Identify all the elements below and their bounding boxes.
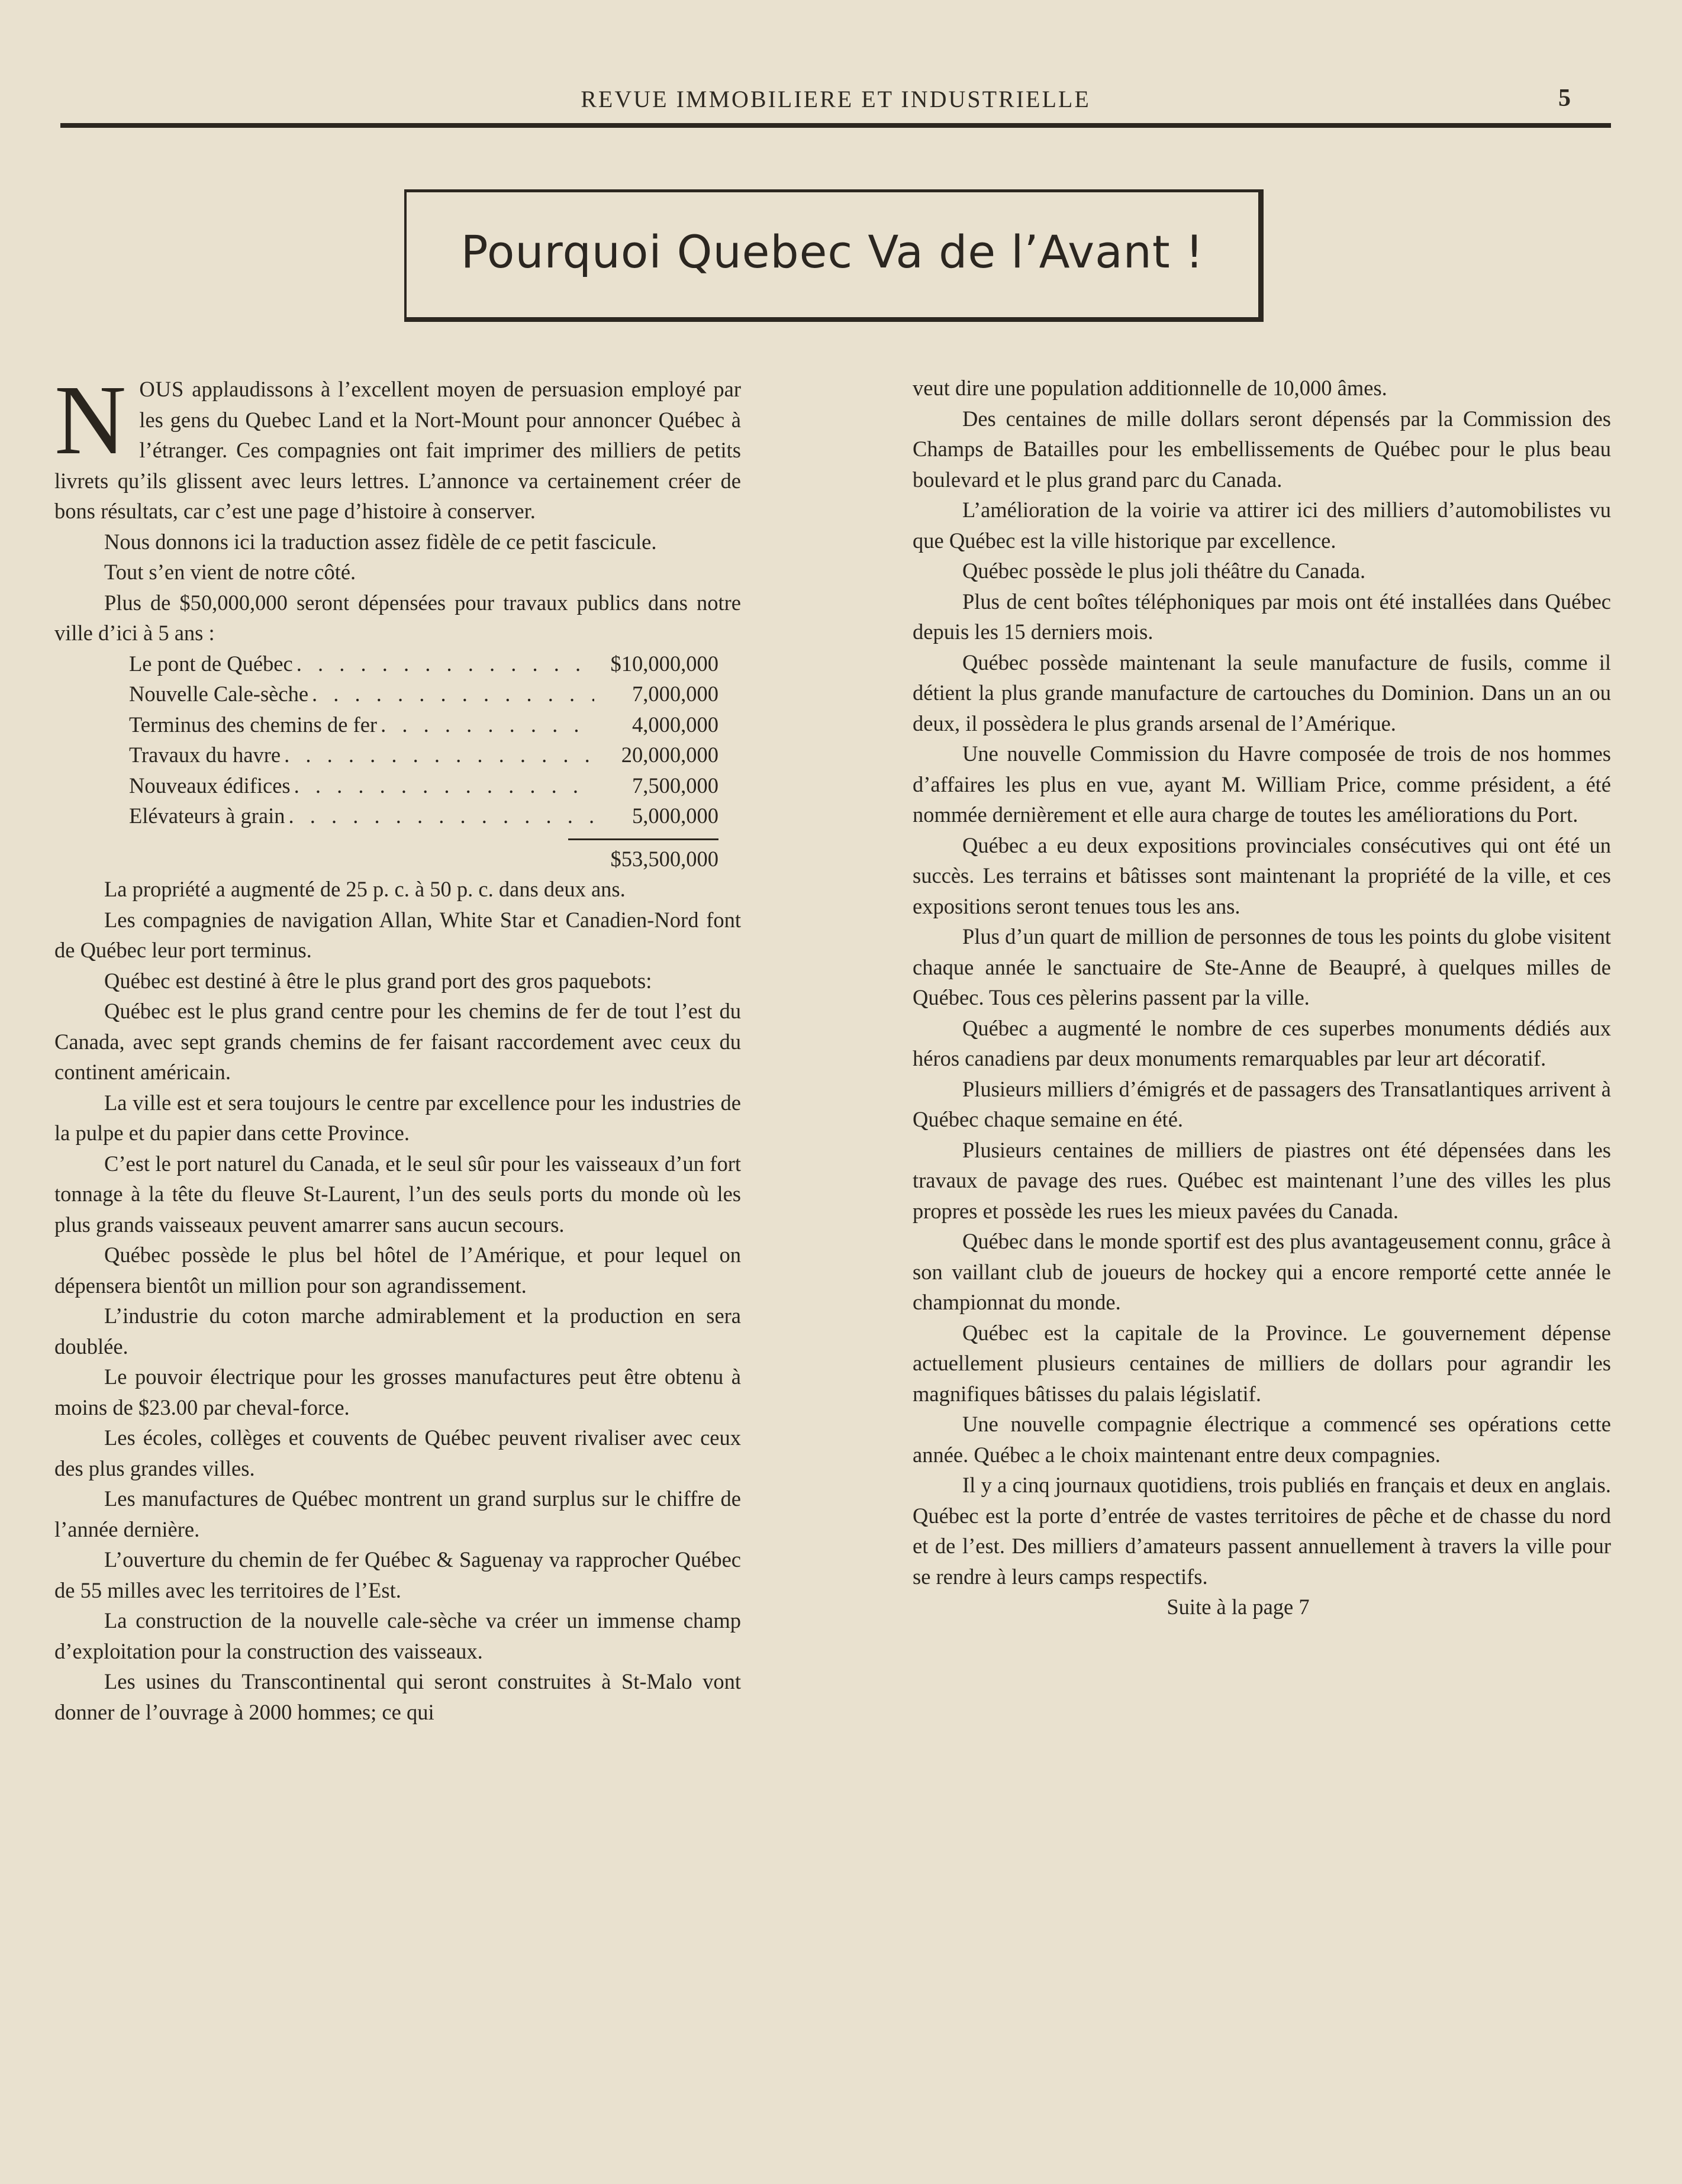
public-works-list <box>54 649 718 831</box>
paragraph: Le pouvoir électrique pour les grosses manufactures peut être obtenu à moins de $23.00 par cheval-force. <box>54 1364 741 1420</box>
paragraph: L’industrie du coton marche admirablement et la production en sera doublée. <box>54 1304 741 1359</box>
paragraph: Les écoles, collèges et couvents de Québec peuvent rivaliser avec ceux des plus grandes villes. <box>54 1425 741 1480</box>
paragraph: C’est le port naturel du Canada, et le seul sûr pour les vaisseaux d’un fort tonnage à la tête du fleuve St-Laurent, l’un des seuls ports du monde où les plus grands vaisseaux peuvent amarrer sans aucun secours. <box>54 1151 741 1237</box>
lead-paragraph <box>54 365 741 527</box>
public-works-row <box>129 801 718 831</box>
paragraph: Québec est la capitale de la Province. Le gouvernement dépense actuellement plusieurs centaines de milliers de dollars pour agrandir les magnifiques bâtisses du palais législatif. <box>913 1320 1611 1406</box>
continued-on-page-note: Suite à la page 7 <box>1167 1595 1310 1619</box>
works-amount: 7,500,000 <box>632 773 718 798</box>
works-name: Elévateurs à grain <box>129 804 285 828</box>
works-amount: 5,000,000 <box>632 804 718 828</box>
works-amount: 7,000,000 <box>632 682 718 706</box>
leader-dots <box>281 740 594 770</box>
continued-paragraph: veut dire une population additionnelle de 10,000 âmes. <box>913 376 1387 400</box>
paragraph: L’amélioration de la voirie va attirer ici des milliers d’automobilistes vu que Québec est la ville historique par excellence. <box>913 498 1611 553</box>
paragraph: Une nouvelle Commission du Havre composée de trois de nos hommes d’affaires les plus en vue, ayant M. William Price, comme président, a été nommée dernièrement et elle aura charge de toutes les améliorations du Port. <box>913 741 1611 827</box>
works-amount: 4,000,000 <box>632 712 718 737</box>
paragraph: Québec est destiné à être le plus grand port des gros paquebots: <box>104 968 652 993</box>
running-header <box>60 82 1611 124</box>
paragraph: Québec possède maintenant la seule manufacture de fusils, comme il détient la plus grande manufacture de cartouches du Dominion. Dans un an ou deux, il possèdera le plus grands arsenal de l’Amérique. <box>913 650 1611 735</box>
public-works-row <box>129 770 718 801</box>
leader-dots <box>285 801 594 831</box>
right-column <box>913 373 1611 1622</box>
header-rule <box>60 123 1611 128</box>
paragraph: Québec possède le plus bel hôtel de l’Amérique, et pour lequel on dépensera bientôt un million pour son agrandissement. <box>54 1243 741 1298</box>
public-works-row <box>129 709 718 740</box>
paragraph: Québec dans le monde sportif est des plus avantageusement connu, grâce à son vaillant club de joueurs de hockey qui a encore remporté cette année le championnat du monde. <box>913 1229 1611 1314</box>
paragraph: Nous donnons ici la traduction assez fidèle de ce petit fascicule. <box>104 529 657 554</box>
paragraph: Québec a augmenté le nombre de ces superbes monuments dédiés aux héros canadiens par deux monuments remarquables par leur art décoratif. <box>913 1015 1611 1070</box>
works-amount: 20,000,000 <box>621 743 718 767</box>
paragraph: La ville est et sera toujours le centre par excellence pour les industries de la pulpe et du papier dans cette Province. <box>54 1090 741 1145</box>
article-title: Pourquoi Quebec Va de l’Avant ! <box>460 225 1204 278</box>
paragraph: Une nouvelle compagnie électrique a commencé ses opérations cette année. Québec a le choix maintenant entre deux compagnies. <box>913 1412 1611 1467</box>
paragraph: Tout s’en vient de notre côté. <box>104 560 356 584</box>
public-works-row <box>129 679 718 709</box>
paragraph: Plus de cent boîtes téléphoniques par mois ont été installées dans Québec depuis les 15 derniers mois. <box>913 589 1611 644</box>
works-name: Travaux du havre <box>129 743 281 767</box>
page-number: 5 <box>1558 85 1571 112</box>
drop-cap: N <box>54 365 127 475</box>
paragraph: Plus d’un quart de million de personnes de tous les points du globe visitent chaque année le sanctuaire de Ste-Anne de Beaupré, à quelques milles de Québec. Tous ces pèlerins passent par la ville. <box>913 924 1611 1009</box>
paragraph: Québec a eu deux expositions provinciales consécutives qui ont été un succès. Les terrains et bâtisses sont maintenant la propriété de la ville, et ces expositions seront tenues tous les ans. <box>913 833 1611 918</box>
running-title: REVUE IMMOBILIERE ET INDUSTRIELLE <box>581 86 1091 112</box>
works-name: Nouveaux édifices <box>129 773 291 798</box>
paragraph: Les manufactures de Québec montrent un grand surplus sur le chiffre de l’année dernière. <box>54 1486 741 1541</box>
leader-dots <box>377 709 594 740</box>
works-total: $53,500,000 <box>610 846 718 871</box>
leader-dots <box>293 649 594 679</box>
paragraph: Plus de $50,000,000 seront dépensées pour travaux publics dans notre ville d’ici à 5 ans : <box>54 590 741 645</box>
total-rule <box>568 838 718 840</box>
lead-text: applaudissons à l’excellent moyen de persuasion employé par les gens du Quebec Land et la Nort-Mount pour annoncer Québec à l’étranger. Ces compagnies ont fait imprimer des milliers de petits livrets qu’ils glissent avec leurs lettres. L’annonce va certainement créer de bons résultats, car c’est une page d’histoire à conserver. <box>54 377 741 523</box>
leader-dots <box>291 770 594 801</box>
article-title-box <box>404 189 1264 322</box>
works-name: Le pont de Québec <box>129 651 293 676</box>
lead-caps: OUS <box>139 377 185 401</box>
public-works-row <box>129 649 718 679</box>
left-column <box>54 365 741 1727</box>
paragraph: Il y a cinq journaux quotidiens, trois publiés en français et deux en anglais. Québec est la porte d’entrée de vastes territoires de pêche et de chasse du nord et de l’est. Des milliers d’amateurs passent annuellement à travers la ville pour se rendre à leurs camps respectifs. <box>913 1473 1611 1589</box>
paragraph: La propriété a augmenté de 25 p. c. à 50 p. c. dans deux ans. <box>104 877 626 901</box>
works-amount: $10,000,000 <box>610 651 718 676</box>
leader-dots <box>308 679 594 709</box>
paragraph: Québec possède le plus joli théâtre du Canada. <box>962 559 1366 583</box>
paragraph: L’ouverture du chemin de fer Québec & Saguenay va rapprocher Québec de 55 milles avec les territoires de l’Est. <box>54 1547 741 1602</box>
paragraph: Des centaines de mille dollars seront dépensés par la Commission des Champs de Batailles pour les embellissements de Québec pour le plus beau boulevard et le plus grand parc du Canada. <box>913 406 1611 492</box>
works-name: Terminus des chemins de fer <box>129 712 378 737</box>
paragraph: Plusieurs milliers d’émigrés et de passagers des Transatlantiques arrivent à Québec chaque semaine en été. <box>913 1076 1611 1131</box>
public-works-row <box>129 740 718 770</box>
paragraph: La construction de la nouvelle cale-sèche va créer un immense champ d’exploitation pour la construction des vaisseaux. <box>54 1608 741 1663</box>
paragraph: Québec est le plus grand centre pour les chemins de fer de tout l’est du Canada, avec sept grands chemins de fer faisant raccordement avec ceux du continent américain. <box>54 999 741 1084</box>
paragraph: Les usines du Transcontinental qui seront construites à St-Malo vont donner de l’ouvrage à 2000 hommes; ce qui <box>54 1669 741 1724</box>
paragraph: Plusieurs centaines de milliers de piastres ont été dépensées dans les travaux de pavage des rues. Québec est maintenant l’une des villes les plus propres et possède les rues les mieux pavées du Canada. <box>913 1137 1611 1223</box>
paragraph: Les compagnies de navigation Allan, White Star et Canadien-Nord font de Québec leur port terminus. <box>54 907 741 962</box>
works-name: Nouvelle Cale-sèche <box>129 682 309 706</box>
